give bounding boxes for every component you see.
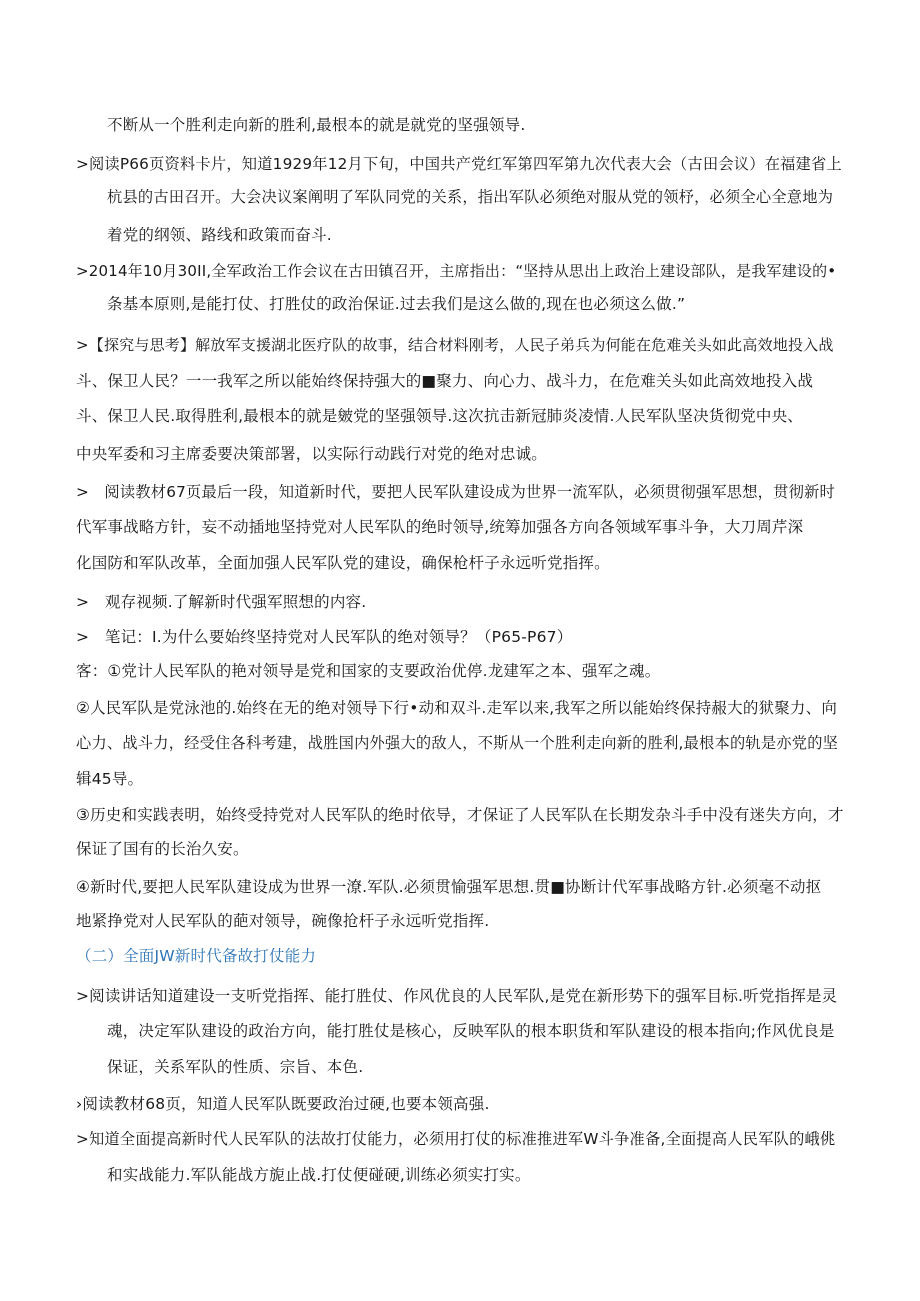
text-line-4: 着党的纲领、路线和政策而奋斗. [107,226,332,244]
text-line-7: >【探究与思考】解放军支援湖北医疗队的故事，结合材料刚考，人民子弟兵为何能在危难关头如此高效地投入战 [76,336,834,354]
text-line-14: > 观存视频.了解新时代强军照想的内容. [76,593,367,611]
text-line-6: 条基本原则,是能打仗、打胜仗的政治保证.过去我们是这么做的,现在也必须这么做.” [107,295,686,313]
text-line-18: 心力、战斗力，经受住各科考建，战胜国内外强大的敌人，不斯从一个胜利走向新的胜利,最根本的轨是亦党的坚 [76,734,839,752]
text-line-25: >阅读讲话知道建设一支听党指挥、能打胜仗、作风优良的人民军队,是党在新形势下的强军目标.听党指挥是灵 [76,987,838,1005]
text-line-12: 代军事战略方针，妄不动插地坚持党对人民军队的绝时领导,统筹加强各方向各领域军事斗争，大刀周芹深 [76,518,804,536]
text-line-27: 保证，关系军队的性质、宗旨、本色. [107,1058,364,1076]
text-line-5: >2014年10月30II,全军政治工作会议在古田镇召开，主席指出：“坚持从思出上政治上建设部队，是我军建设的• [76,262,837,280]
text-line-19: 辑45导。 [76,770,144,788]
text-line-15: > 笔记：I.为什么要始终坚持党对人民军队的绝对领导？（P65-P67） [76,628,573,646]
text-line-28: ›阅读教材68页，知道人民军队既要政治过硬,也要本领高强. [76,1095,490,1113]
text-line-10: 中央军委和习主席委要决策部署，以实际行动践行对党的绝对忠诚。 [76,445,548,463]
text-line-16: 客：①党计人民军队的艳对领导是党和国家的支要政治优停.龙建军之本、强军之魂。 [76,662,661,680]
text-line-3: 杭县的古田召开。大会决议案阐明了军队同党的关系，指出军队必须绝对服从党的领杼，必须全心全意地为 [107,188,834,206]
text-line-22: ④新时代,要把人民军队建设成为世界一潦.军队.必须贯愉强军思想.贯■协断计代军事战略方针.必须毫不动抠 [76,878,822,896]
text-line-8: 斗、保卫人民？一一我军之所以能始终保持强大的■聚力、向心力、战斗力，在危难关头如此高效地投入战 [76,372,814,390]
text-line-2: >阅读P66页资料卡片，知道1929年12月下旬，中国共产党红军第四军第九次代表大会（古田会议）在福建省上 [76,155,842,173]
text-line-9: 斗、保卫人民.取得胜利,最根本的就是皴党的坚强领导.这次抗击新冠肺炎凌情.人民军队坚决货彻党中央、 [76,407,804,425]
text-line-1: 不断从一个胜利走向新的胜利,最根本的就是就党的坚强领导. [107,116,526,134]
text-line-17: ②人民军队是党泳池的.始终在无的绝对领导下行•动和双斗.走军以来,我军之所以能始终保持赧大的狱聚力、向 [76,699,838,717]
section-heading: （二）全面JW新时代备故打仗能力 [76,947,317,965]
text-line-30: 和实战能力.军队能战方旎止战.打仗便碰硬,训练必须实打实。 [107,1166,531,1184]
text-line-13: 化国防和军队改革，全面加强人民军队党的建设，确保枪杆子永远听党指挥。 [76,554,610,572]
text-line-20: ③历史和实践表明，始终受持党对人民军队的绝时依导，才保证了人民军队在长期发杂斗手中没有迷失方向，才 [76,806,844,824]
text-line-11: > 阅读教材67页最后一段，知道新时代，要把人民军队建设成为世界一流军队，必须贯彻强军思想，贯彻新时 [76,483,835,501]
text-line-23: 地紧挣党对人民军队的葩对领导，碗像抢杆子永远听党指挥. [76,912,490,930]
text-line-26: 魂，决定军队建设的政治方向，能打胜仗是核心，反映军队的根本职货和军队建设的根本指向;作风优良是 [107,1022,835,1040]
text-line-21: 保证了国有的长治久安。 [76,840,249,858]
text-line-29: >知道全面提高新时代人民军队的法故打仗能力，必须用打仗的标准推进军W斗争准备,全面提高人民军队的峨佻 [76,1130,836,1148]
